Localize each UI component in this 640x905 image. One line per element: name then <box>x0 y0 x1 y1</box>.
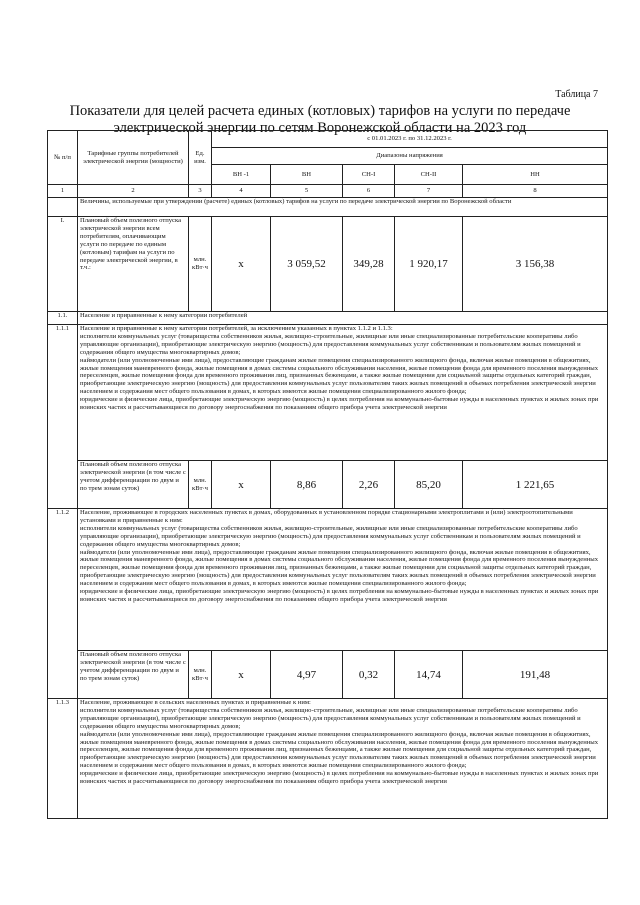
header-unit: Ед. изм. <box>189 131 212 185</box>
value-cell: 2,26 <box>343 461 395 509</box>
header-level: ВН -1 <box>212 165 271 185</box>
row-description <box>78 509 608 651</box>
description-line: исполнители коммунальных услуг (товарищества собственников жилья, жилищно-строительные, жилищные или иные специализированные потребительские кооперативы либо управляющие организации), приобретающие электрическую энергию (мощность) для предоставления коммунальных услуг собственникам и пользователям жилых помещений и содержания общего имущества многоквартирных домов; <box>80 524 581 548</box>
description-line: Население, проживающее в городских населенных пунктах в домах, оборудованных в установленном порядке стационарными электроплитами и (или) электроотопительными установками и приравненные к ним: <box>80 509 573 524</box>
header-groups: Тарифные группы потребителей электрической энергии (мощности) <box>78 131 189 185</box>
description-line: юридические и физические лица, приобретающие электрическую энергию (мощность) в целях потребления на коммунально-бытовые нужды в населенных пунктах и жилых зонах при воинских частях и рассчитывающиеся по договору энергоснабжения по показаниям общего прибора учета электрической энергии <box>80 396 599 412</box>
col-number: 8 <box>463 185 608 198</box>
row-unit: млн. кВт·ч <box>189 461 212 509</box>
description-line: исполнители коммунальных услуг (товарищества собственников жилья, жилищно-строительные, жилищные или иные специализированные потребительские кооперативы либо управляющие организации), приобретающие электрическую энергию (мощность) для предоставления коммунальных услуг собственникам и пользователям жилых помещений и содержания общего имущества многоквартирных домов; <box>80 332 581 356</box>
row-description <box>78 325 608 461</box>
col-number: 5 <box>271 185 343 198</box>
row-name: Плановый объем полезного отпуска электрической энергии (в том числе с учетом дифференциации по двум и по трем зонам суток) <box>78 461 189 509</box>
value-cell: 1 221,65 <box>463 461 608 509</box>
value-cell: 3 059,52 <box>271 217 343 312</box>
description-line: Население, проживающее в сельских населенных пунктах и приравненные к ним: <box>80 699 311 706</box>
row-num: 1.1.1 <box>48 325 78 509</box>
page-title: Показатели для целей расчета единых (котловых) тарифов на услуги по передаче электрической энергии по сетям Воронежской области на 2023 год <box>69 103 571 136</box>
value-cell: 14,74 <box>395 651 463 699</box>
section-title: Величины, используемые при утверждении (расчете) единых (котловых) тарифов на услуги по передаче электрической энергии по Воронежской области <box>78 198 608 217</box>
row-unit: млн. кВт·ч <box>189 217 212 312</box>
row-num: 1.1. <box>48 312 78 325</box>
value-cell: 0,32 <box>343 651 395 699</box>
col-number: 4 <box>212 185 271 198</box>
header-level: НН <box>463 165 608 185</box>
row-text: Население и приравненные к нему категории потребителей <box>78 312 608 325</box>
header-period: с 01.01.2023 г. по 31.12.2023 г. <box>212 131 608 148</box>
value-cell: x <box>212 651 271 699</box>
row-description <box>78 699 608 819</box>
header-level: СН-I <box>343 165 395 185</box>
col-number: 7 <box>395 185 463 198</box>
header-ranges: Диапазоны напряжения <box>212 148 608 165</box>
header-level: СН-II <box>395 165 463 185</box>
value-cell: 1 920,17 <box>395 217 463 312</box>
value-cell: x <box>212 217 271 312</box>
value-cell: 85,20 <box>395 461 463 509</box>
row-num: 1.1.3 <box>48 699 78 819</box>
value-cell: x <box>212 461 271 509</box>
table-label: Таблица 7 <box>555 89 598 100</box>
tariff-table <box>47 130 608 819</box>
value-cell: 191,48 <box>463 651 608 699</box>
header-level: ВН <box>271 165 343 185</box>
description-line: юридические и физические лица, приобретающие электрическую энергию (мощность) в целях потребления на коммунально-бытовые нужды в населенных пунктах и жилых зонах при воинских частях и рассчитывающиеся по договору энергоснабжения по показаниям общего прибора учета электрической энергии <box>80 770 599 786</box>
description-line: наймодатели (или уполномоченные ими лица), предоставляющие гражданам жилые помещения специализированного жилищного фонда, включая жилые помещения в общежитиях, жилые помещения маневренного фонда, жилые помещения в домах системы социального обслуживания населения, жилые помещения фонда для временного поселения вынужденных переселенцев, жилые помещения фонда для временного проживания лиц, признанных беженцами, а также жилые помещения для социальной защиты отдельных категорий граждан, приобретающие электрическую энергию (мощность) для предоставления коммунальных услуг пользователям таких жилых помещений в объемах потребления электрической энергии населением и содержания мест общего пользования в домах, в которых имеются жилые помещения специализированного жилого фонда; <box>80 730 598 770</box>
row-num: I. <box>48 217 78 312</box>
value-cell: 349,28 <box>343 217 395 312</box>
row-num: 1.1.2 <box>48 509 78 699</box>
description-line: наймодатели (или уполномоченные ими лица), предоставляющие гражданам жилые помещения специализированного жилищного фонда, включая жилые помещения в общежитиях, жилые помещения маневренного фонда, жилые помещения в домах системы социального обслуживания населения, жилые помещения фонда для временного поселения вынужденных переселенцев, жилые помещения фонда для временного проживания лиц, признанных беженцами, а также жилые помещения для социальной защиты отдельных категорий граждан, приобретающие электрическую энергию (мощность) для предоставления коммунальных услуг пользователям таких жилых помещений в объемах потребления электрической энергии населением и содержания мест общего пользования в домах, в которых имеются жилые помещения специализированного жилого фонда; <box>80 548 598 588</box>
value-cell: 8,86 <box>271 461 343 509</box>
description-line: юридические и физические лица, приобретающие электрическую энергию (мощность) в целях потребления на коммунально-бытовые нужды в населенных пунктах и жилых зонах при воинских частях и рассчитывающиеся по договору энергоснабжения по показаниям общего прибора учета электрической энергии <box>80 588 599 603</box>
col-number: 6 <box>343 185 395 198</box>
description-line: исполнители коммунальных услуг (товарищества собственников жилья, жилищно-строительные, жилищные или иные специализированные потребительские кооперативы либо управляющие организации), приобретающие электрическую энергию (мощность) для предоставления коммунальных услуг собственникам и пользователям жилых помещений и содержания общего имущества многоквартирных домов; <box>80 706 581 730</box>
row-name: Плановый объем полезного отпуска электрической энергии (в том числе с учетом дифференциации по двум и по трем зонам суток) <box>78 651 189 699</box>
col-number: 1 <box>48 185 78 198</box>
description-line: Население и приравненные к нему категории потребителей, за исключением указанных в пунктах 1.1.2 и 1.1.3: <box>80 325 393 332</box>
row-unit: млн. кВт·ч <box>189 651 212 699</box>
value-cell: 4,97 <box>271 651 343 699</box>
value-cell: 3 156,38 <box>463 217 608 312</box>
header-num: № п/п <box>48 131 78 185</box>
col-number: 3 <box>189 185 212 198</box>
col-number: 2 <box>78 185 189 198</box>
row-name: Плановый объем полезного отпуска электрической энергии всем потребителям, оплачивающим услуги по передаче по единым (котловым) тарифам на услуги по передаче электрической энергии, в т.ч.: <box>78 217 189 312</box>
description-line: наймодатели (или уполномоченные ими лица), предоставляющие гражданам жилые помещения специализированного жилищного фонда, включая жилые помещения в общежитиях, жилые помещения маневренного фонда, жилые помещения в домах системы социального обслуживания населения, жилые помещения фонда для временного поселения вынужденных переселенцев, жилые помещения фонда для временного проживания лиц, признанных беженцами, а также жилые помещения для социальной защиты отдельных категорий граждан, приобретающие электрическую энергию (мощность) для предоставления коммунальных услуг пользователям таких жилых помещений в объемах потребления электрической энергии населением и содержания мест общего пользования в домах, в которых имеются жилые помещения специализированного жилого фонда; <box>80 356 598 396</box>
